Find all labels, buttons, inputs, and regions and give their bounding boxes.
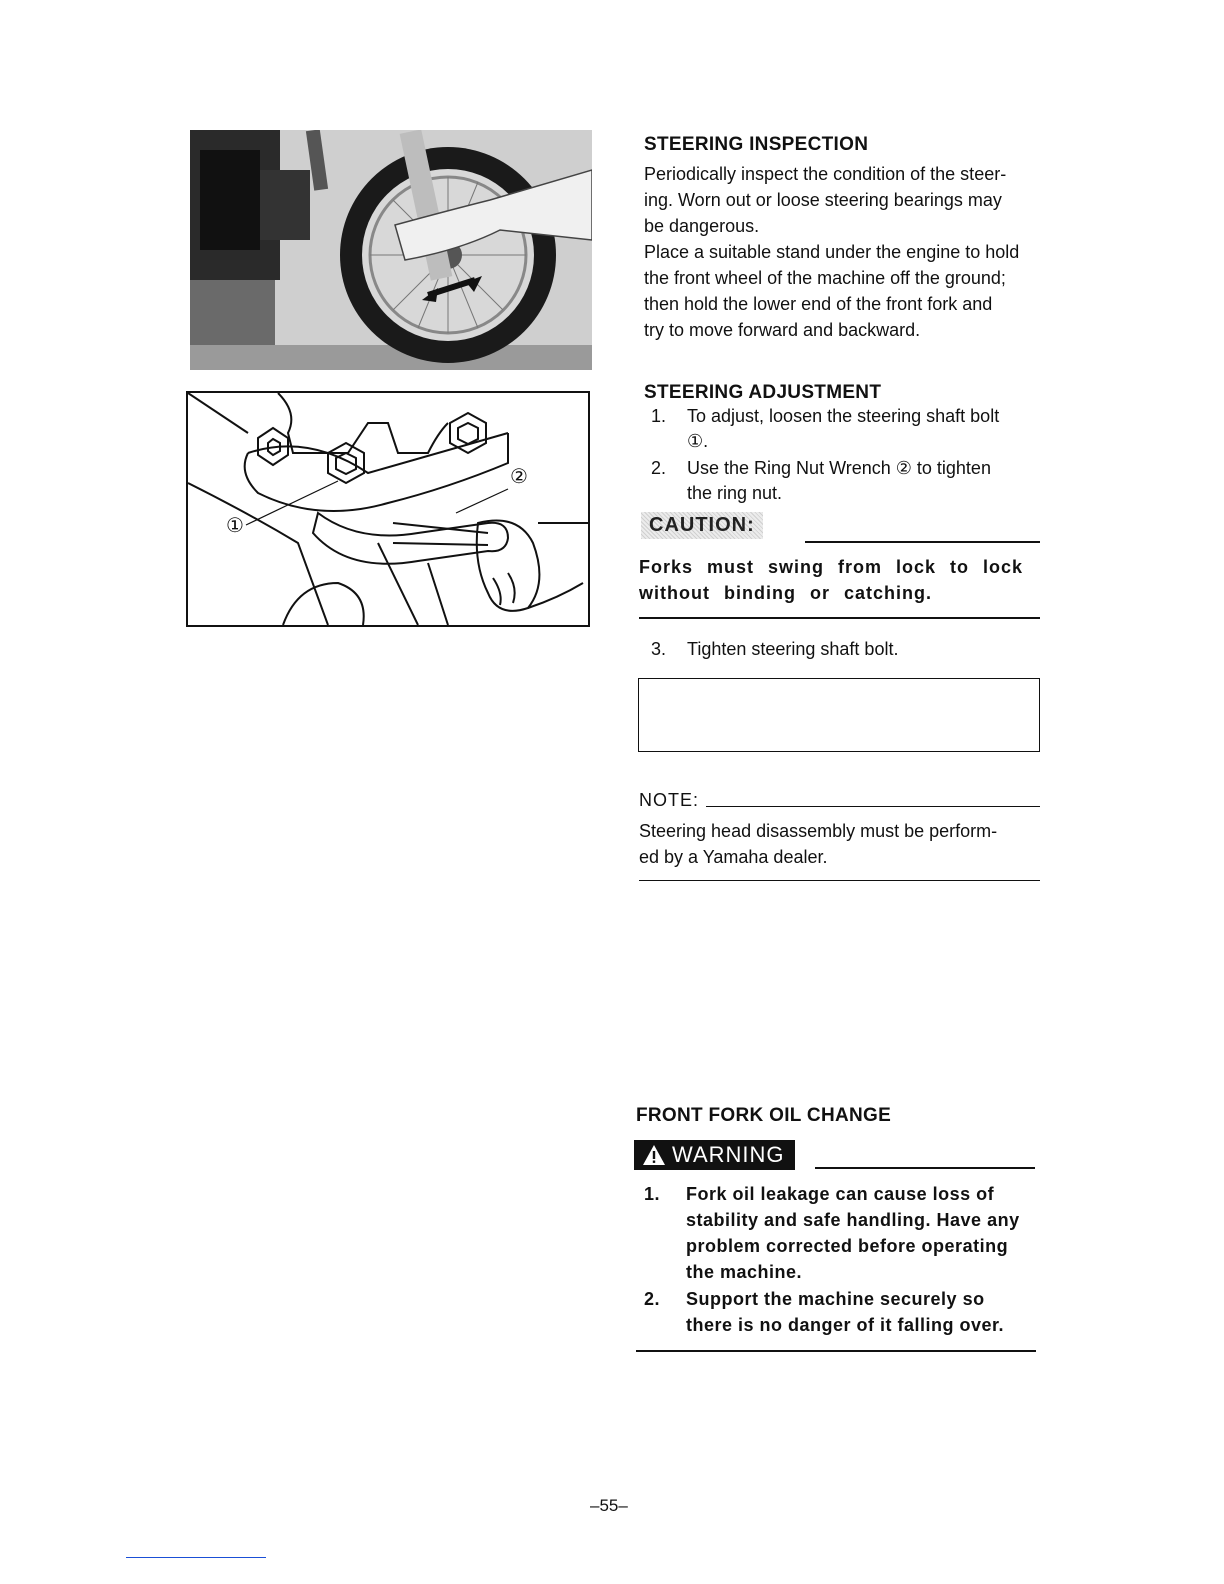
- steering-inspection-heading: STEERING INSPECTION: [644, 134, 869, 155]
- item-line: the machine.: [686, 1262, 803, 1282]
- steering-adjustment-heading: STEERING ADJUSTMENT: [644, 382, 882, 403]
- note-line: Steering head disassembly must be perform-: [639, 821, 998, 841]
- item-line: there is no danger of it falling over.: [686, 1315, 1005, 1335]
- steering-adjustment-steps: [651, 404, 1051, 506]
- note-line: ed by a Yamaha dealer.: [639, 847, 828, 867]
- warning-label: [634, 1140, 795, 1170]
- note-end-rule: [639, 880, 1040, 881]
- diagram-callout-2: ②: [510, 466, 528, 488]
- list-item: [651, 637, 1051, 662]
- note-label: NOTE:: [639, 790, 700, 810]
- warning-end-rule: [636, 1350, 1036, 1352]
- item-number: 1.: [644, 1184, 661, 1204]
- warning-rule: [815, 1167, 1035, 1169]
- list-item: [651, 404, 1051, 454]
- step-line: To adjust, loosen the steering shaft bolt: [687, 406, 1000, 426]
- front-fork-heading: FRONT FORK OIL CHANGE: [636, 1105, 892, 1126]
- text-line: ing. Worn out or loose steering bearings may: [644, 190, 1002, 210]
- step-number: 3.: [651, 639, 667, 659]
- caution-line: without binding or catching.: [639, 583, 932, 603]
- text-line: the front wheel of the machine off the ground;: [644, 268, 1006, 288]
- text-line: Periodically inspect the condition of the steer-: [644, 164, 1007, 184]
- warning-text: WARNING: [672, 1142, 785, 1167]
- caution-rule: [805, 541, 1040, 543]
- page-number: –55–: [590, 1496, 628, 1515]
- item-line: Support the machine securely so: [686, 1289, 985, 1309]
- photo-illustration: [190, 130, 592, 370]
- caution-end-rule: [639, 617, 1040, 619]
- steering-inspection-photo: [190, 130, 592, 370]
- step-text: Tighten steering shaft bolt.: [687, 639, 899, 659]
- step-line: Use the Ring Nut Wrench ② to tighten: [687, 458, 991, 478]
- text-line: then hold the lower end of the front fork and: [644, 294, 993, 314]
- item-line: problem corrected before operating: [686, 1236, 1009, 1256]
- step-line: ①.: [687, 431, 709, 451]
- note-text: [639, 818, 1044, 870]
- list-item: [651, 456, 1051, 506]
- caution-label: CAUTION:: [641, 512, 763, 539]
- text-line: be dangerous.: [644, 216, 760, 236]
- steering-adjustment-diagram: [186, 391, 590, 627]
- item-line: stability and safe handling. Have any: [686, 1210, 1020, 1230]
- item-line: Fork oil leakage can cause loss of: [686, 1184, 995, 1204]
- diagram-illustration: [188, 393, 588, 625]
- item-text: [686, 1181, 1020, 1285]
- note-rule: [706, 806, 1040, 807]
- step-text: [687, 456, 991, 506]
- list-item: [644, 1286, 1044, 1338]
- text-line: Place a suitable stand under the engine to hold: [644, 242, 1020, 262]
- caution-line: Forks must swing from lock to lock: [639, 557, 1024, 577]
- step-number: 1.: [651, 406, 667, 426]
- step-number: 2.: [651, 458, 667, 478]
- footer-rule: [126, 1557, 266, 1558]
- step-text: [687, 404, 999, 454]
- blank-box: [638, 678, 1040, 752]
- warning-triangle-icon: [642, 1144, 666, 1166]
- diagram-callout-1: ①: [226, 515, 244, 537]
- text-line: try to move forward and backward.: [644, 320, 921, 340]
- list-item: [644, 1181, 1044, 1285]
- item-text: [686, 1286, 1004, 1338]
- steering-inspection-text: [644, 161, 1054, 343]
- step-line: the ring nut.: [687, 483, 783, 503]
- caution-text: [639, 554, 1041, 606]
- warning-list: [644, 1181, 1044, 1339]
- item-number: 2.: [644, 1289, 661, 1309]
